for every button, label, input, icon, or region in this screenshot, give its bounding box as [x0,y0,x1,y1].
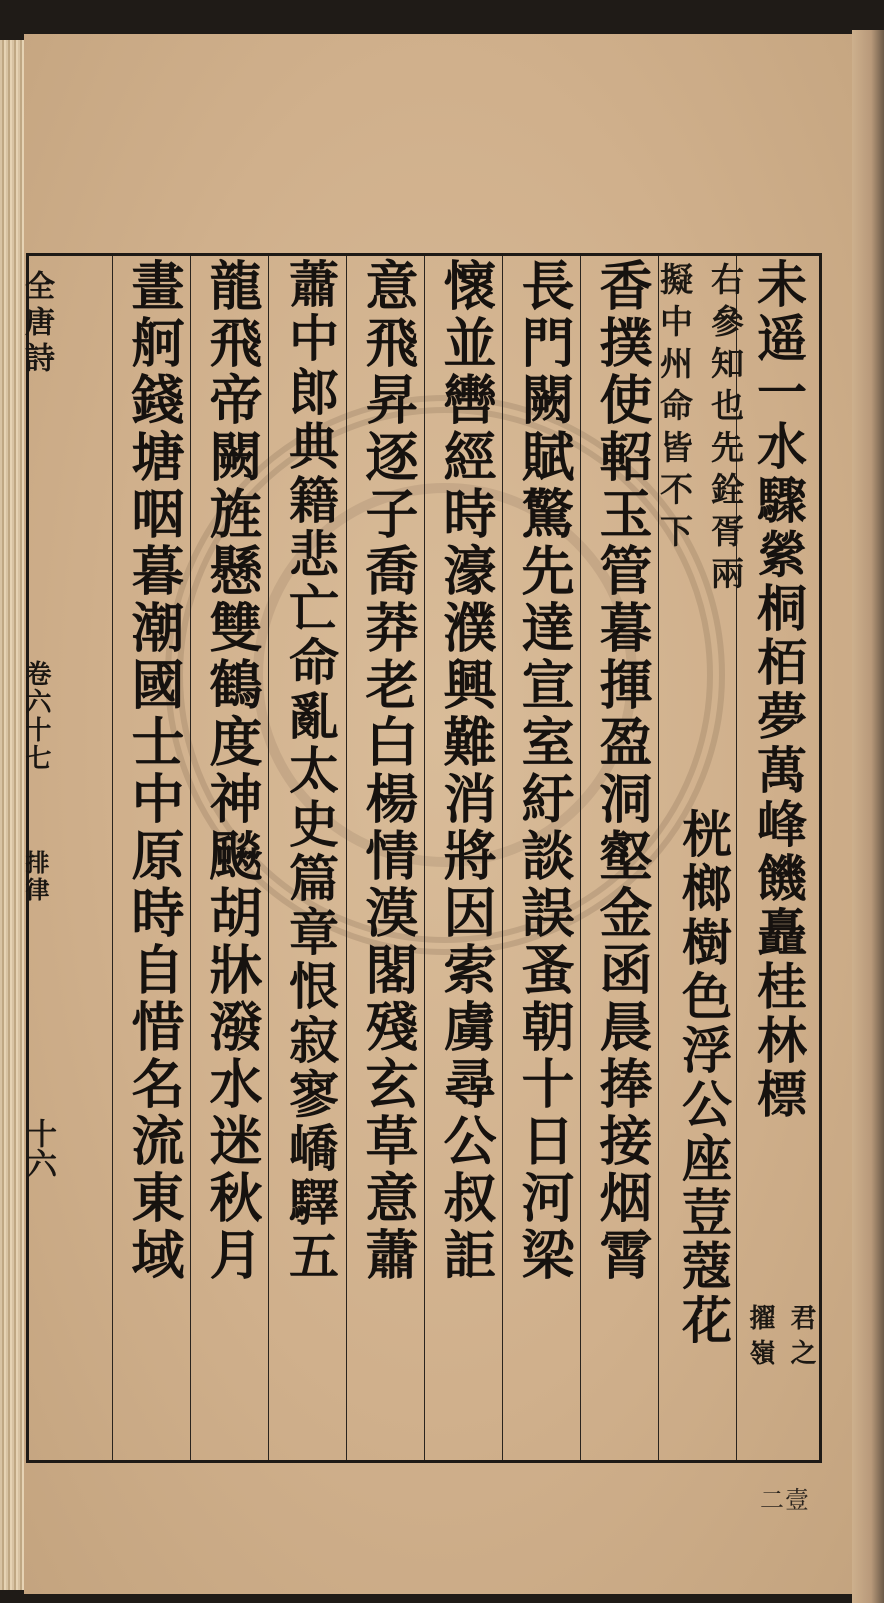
column-1-annotation [742,1304,820,1374]
text-column-6 [350,258,426,1458]
column-main-text: 龍飛帝闕旌懸雙鶴度神飈胡牀潑水迷秋月 [201,258,263,1284]
column-annotation-pair [651,262,749,598]
margin-category: 排律 [21,850,50,904]
annotation-line: 擢嶺 [745,1304,775,1374]
folio-note: 二壹 [760,1486,810,1514]
right-page-edge [852,30,884,1603]
column-main-text: 畫舸錢塘咽暮潮國士中原時自惜名流東域 [123,258,185,1284]
text-column-7 [272,258,348,1458]
annotation-line: 右參知也先銓胥兩 [706,262,745,598]
column-divider [112,256,113,1460]
annotation-line: 君之 [786,1304,816,1374]
column-main-text: 未遥一水驟縈桐栢夢萬峰饑矗桂林標 [749,258,808,1122]
column-main-text: 懷並轡經時濠濮興難消將因索虜尋公叔詎 [435,258,497,1284]
text-column-1 [740,258,816,1458]
margin-book-title: 全唐詩 [19,270,54,378]
column-main-text: 香撲使軺玉管暮揮盈洞壑金函晨捧接烟霄 [591,258,653,1284]
text-column-4 [506,258,582,1458]
column-main-text: 桄榔樹色浮公座荳蔻花 [674,808,733,1348]
column-main-text: 長門闕賦驚先達宣室紆談誤蚤朝十日河梁 [513,258,575,1284]
text-column-8 [194,258,270,1458]
margin-folio-number: 十六 [21,1118,56,1178]
text-column-5 [428,258,504,1458]
annotation-line: 擬中州命皆不下 [655,262,694,556]
text-column-3 [584,258,660,1458]
margin-juan-number: 卷六十七 [21,660,51,772]
column-main-text: 蕭中郎典籍悲亡命亂太史篇章恨寂寥嶠驛五 [281,258,340,1284]
text-column-9 [116,258,192,1458]
column-main-text: 意飛昇逐子喬莽老白楊情漠閣殘玄草意蕭 [357,258,419,1284]
